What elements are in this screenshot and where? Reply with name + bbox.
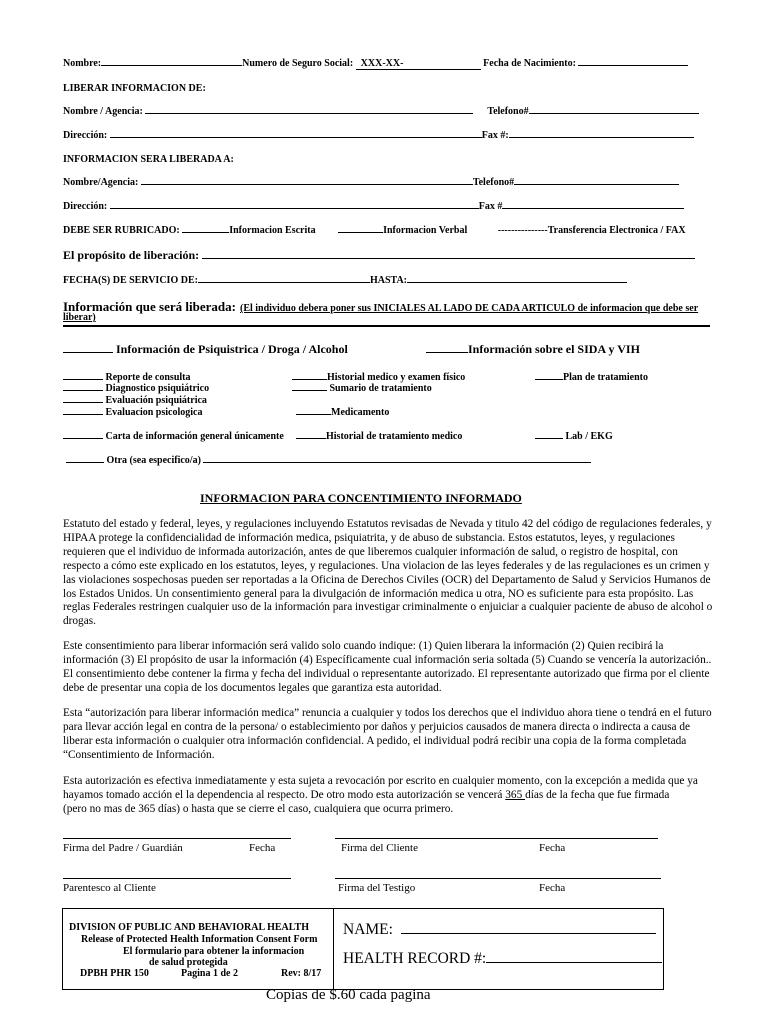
release-to-name-label: Nombre/Agencia:: [63, 177, 139, 188]
footer-box: [62, 908, 664, 990]
witness-date-label: Fecha: [539, 882, 566, 894]
item-treatment-plan: Plan de tratamiento: [535, 372, 648, 383]
info-released-row: Información que será liberada: (El individuo debera poner sus INICIALES AL LADO DE CADA ARTICULO de informacion que debe ser: [63, 299, 699, 314]
relationship-line[interactable]: [63, 878, 291, 879]
psych-category-label: Información de Psiquistrica / Droga / Alcohol: [116, 342, 348, 356]
release-to-fax-field[interactable]: [502, 208, 684, 209]
form-page: Pagina 1 de 2: [181, 968, 238, 979]
release-from-address-field[interactable]: [110, 137, 482, 138]
consult-report-initial[interactable]: [63, 379, 103, 380]
item-lab-ekg: Lab / EKG: [535, 431, 613, 442]
expiry-days: 365: [505, 788, 526, 801]
release-from-name-label: Nombre / Agencia:: [63, 106, 143, 117]
name-label: NAME:: [343, 921, 393, 938]
verbal-label: Informacion Verbal: [383, 225, 468, 236]
consent-paragraph-1: Estatuto del estado y federal, leyes, y regulaciones incluyendo Estatutos revisadas de Nevada y titulo 42 del código de regulaciones federales, y HIPAA protege la confidencialidad de información medica, psiquiatrita, y de abuso de substancia. Estos estatutos, leyes, y regulaciones requieren que el individuo de informada autorización, antes de que liberemos cualquier información de salud, o registro de hospital, con respecto a cómo este explicado en los estatutos, leyes, y regulaciones. Una violacion de las leyes federales y de las regulaciones es un crimen y las violaciones sospechosas pueden ser reportadas a la Oficina de Derechos Civiles (OCR) del Departamento de Salud y Servicios Humanos de los Estados Unidos. Un consentimiento general para la divulgación de información medica u otra, NO es suficiente para esta propósito. Las reglas Federales restringen cualquier uso de la información para investigar criminalmente o enjuiciar a cualquier paciente de abuso de alcohol o drogas.: [63, 518, 713, 628]
purpose-field[interactable]: [202, 258, 695, 259]
history-exam-initial[interactable]: [292, 379, 327, 380]
form-revision: Rev: 8/17: [281, 968, 322, 979]
release-to-phone-label: Telefono#: [472, 177, 515, 188]
release-to-name-field[interactable]: [141, 184, 473, 185]
release-from-address-row: [63, 130, 694, 141]
name-row: [343, 921, 656, 939]
form-title-en: Release of Protected Health Information Consent Form: [81, 934, 318, 945]
general-info-letter-initial[interactable]: [63, 438, 103, 439]
form-title-es-1: El formulario para obtener la informacion: [123, 946, 305, 957]
service-dates-row: [63, 275, 627, 286]
service-from-label: FECHA(S) DE SERVICIO DE:: [63, 275, 198, 286]
psych-eval-initial[interactable]: [63, 402, 103, 403]
parent-signature-line[interactable]: [63, 838, 291, 839]
nombre-label: Nombre:: [63, 58, 102, 69]
item-consult-report: Reporte de consulta: [63, 372, 191, 383]
health-record-field[interactable]: [486, 962, 662, 963]
verbal-initial-field[interactable]: [338, 232, 383, 233]
info-released-title: Información que será liberada: [63, 299, 232, 314]
electronic-dash: ---------------: [497, 225, 548, 236]
written-label: Informacion Escrita: [229, 225, 316, 236]
item-other: Otra (sea especifico/a): [66, 455, 591, 466]
release-to-phone-field[interactable]: [514, 184, 679, 185]
hiv-category: [426, 342, 640, 357]
treatment-summary-initial[interactable]: [292, 390, 327, 391]
relationship-label: Parentesco al Cliente: [63, 882, 156, 894]
psych-diagnosis-initial[interactable]: [63, 390, 103, 391]
hiv-initial-field[interactable]: [426, 352, 468, 353]
release-to-heading: INFORMACION SERA LIBERADA A:: [63, 154, 234, 165]
item-treatment-history: Historial de tratamiento medico: [296, 431, 462, 442]
consent-paragraph-4: Esta autorización es efectiva inmediatamente y esta sujeta a revocación por escrito en cualquier momento, con la excepción a medida que ya hayamos tomado acción el la dependencia al respecto. De otro modo esta autorización se vencerá 365 días de la fecha que fue firmada (pero no mas de 365 días) o hasta que se cierre el caso, cualquiera que ocurra primero.: [63, 775, 698, 815]
service-to-field[interactable]: [407, 282, 627, 283]
witness-signature-label: Firma del Testigo: [338, 882, 416, 894]
parent-date-label: Fecha: [249, 842, 276, 854]
info-released-instruction: (El individuo debera poner sus INICIALES AL LADO DE CADA ARTICULO de informacion que debe ser: [239, 303, 699, 314]
item-psych-eval: Evaluación psiquiátrica: [63, 395, 207, 406]
purpose-label: El propósito de liberación:: [63, 248, 200, 262]
item-treatment-summary: Sumario de tratamiento: [292, 383, 432, 394]
release-from-phone-label: Telefono#: [487, 106, 529, 117]
treatment-plan-initial[interactable]: [535, 379, 563, 380]
nombre-field[interactable]: [101, 65, 242, 66]
release-to-fax-label: Fax #: [478, 201, 503, 212]
release-to-address-field[interactable]: [110, 208, 479, 209]
ssn-field[interactable]: [356, 58, 481, 70]
service-to-label: HASTA:: [369, 275, 407, 286]
lab-ekg-initial[interactable]: [535, 438, 563, 439]
purpose-row: [63, 248, 695, 263]
ssn-label: Numero de Seguro Social:: [242, 58, 354, 69]
division-name: DIVISION OF PUBLIC AND BEHAVIORAL HEALTH: [69, 922, 309, 933]
info-released-instruction-cont: liberar): [63, 312, 96, 323]
copy-price-note: Copias de $.60 cada pagina: [266, 987, 431, 1003]
item-psych-eval-2: Evaluacion psicologica: [63, 407, 202, 418]
client-signature-line[interactable]: [335, 838, 658, 839]
form-id-block: [63, 909, 334, 989]
other-specify-field[interactable]: [203, 462, 591, 463]
client-date-label: Fecha: [539, 842, 566, 854]
item-medication: Medicamento: [296, 407, 389, 418]
delivery-method-row: [63, 225, 686, 236]
name-field[interactable]: [401, 933, 656, 934]
form-code: DPBH PHR 150: [80, 968, 149, 979]
consent-paragraph-2: Este consentimiento para liberar información será valido solo cuando indique: (1) Quien liberara la información (2) Quien recibirá la información (3) El propósito de usar la información (4) Específicamente cual información seria soltada (5) Cuando se vencería la autorización.. El consentimiento debe contener la firma y fecha del individual o representante autorizado. El representante autorizado que firma por el cliente debe de presentar una copia de los documentos legales que garantiza esta autoridad.: [63, 640, 712, 694]
consent-paragraph-3: Esta “autorización para liberar información medica” renuncia a cualquier y todos los derechos que el individuo ahora tiene o tendrá en el futuro para llevar acción legal en contra de la persona/ o establecimiento por daños y perjuicios causados de manera directa o indirecta a causa de liberar esta información o cualquier otra información confidencial. A pedido, el individual podrá recibir una copia de la forma completada “Consentimiento de Información.: [63, 707, 712, 761]
release-from-address-label: Dirección:: [63, 130, 108, 141]
service-from-field[interactable]: [198, 282, 370, 283]
patient-info-row: [63, 58, 688, 70]
item-history-exam: Historial medico y examen físico: [292, 372, 465, 383]
written-initial-field[interactable]: [182, 232, 229, 233]
item-psych-diagnosis: Diagnostico psiquiátrico: [63, 383, 209, 394]
psych-eval-2-initial[interactable]: [63, 414, 103, 415]
dob-label: Fecha de Nacimiento:: [483, 58, 576, 69]
health-record-row: [343, 950, 662, 968]
parent-signature-label: Firma del Padre / Guardián: [63, 842, 183, 854]
hiv-category-label: Información sobre el SIDA y VIH: [468, 342, 640, 356]
health-record-label: HEALTH RECORD #:: [343, 950, 487, 967]
treatment-history-initial[interactable]: [296, 438, 326, 439]
other-initial[interactable]: [66, 462, 104, 463]
release-to-address-label: Dirección:: [63, 201, 108, 212]
release-to-name-row: [63, 177, 679, 188]
item-general-info-letter: Carta de información general únicamente: [63, 431, 284, 442]
electronic-label: Transferencia Electronica / FAX: [547, 225, 686, 236]
release-from-fax-label: Fax #:: [481, 130, 509, 141]
witness-signature-line[interactable]: [335, 878, 661, 879]
release-from-phone-field[interactable]: [529, 113, 699, 114]
client-signature-label: Firma del Cliente: [341, 842, 418, 854]
dob-field[interactable]: [578, 65, 688, 66]
form-title-es-2: de salud protegida: [149, 957, 228, 968]
medication-initial[interactable]: [296, 414, 331, 415]
delivery-label: DEBE SER RUBRICADO:: [63, 225, 180, 236]
section-divider: [63, 325, 710, 327]
psych-initial-field[interactable]: [63, 352, 113, 353]
psych-category: [63, 342, 348, 357]
consent-title: INFORMACION PARA CONCENTIMIENTO INFORMADO: [200, 491, 522, 505]
ssn-value: XXX-XX-: [360, 58, 404, 69]
release-from-heading: LIBERAR INFORMACION DE:: [63, 83, 206, 94]
release-from-name-field[interactable]: [145, 113, 473, 114]
release-from-fax-field[interactable]: [509, 137, 694, 138]
release-from-name-row: [63, 106, 699, 117]
release-to-address-row: [63, 201, 684, 212]
